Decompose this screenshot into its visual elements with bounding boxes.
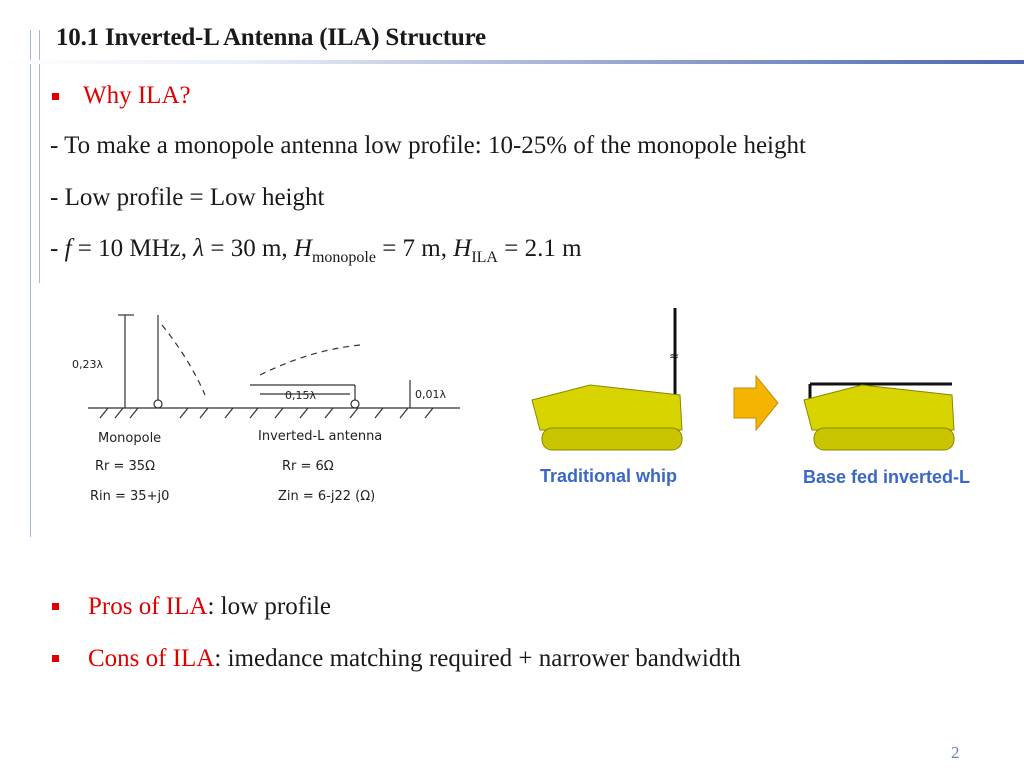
ila-pattern (260, 345, 360, 375)
formula-sub-ila: ILA (471, 249, 498, 266)
sketch-rr-ila: Rr = 6Ω (282, 459, 334, 474)
formula-ila-value: = 2.1 m (497, 235, 582, 262)
formula-line (50, 235, 582, 267)
formula-mono-value: = 7 m, (375, 235, 454, 262)
cons-label: Cons of ILA (88, 645, 215, 672)
inverted-l-vehicle (804, 384, 954, 450)
sketch-ila-height-label: 0,01λ (415, 388, 447, 401)
formula-lambda: λ (193, 235, 205, 262)
page-number: 2 (951, 743, 960, 762)
pros-line (88, 593, 331, 621)
formula-f-value: = 10 MHz, (71, 235, 194, 262)
sketch-ila-label: Inverted-L antenna (258, 429, 383, 444)
monopole-feed (154, 400, 162, 408)
why-ila-heading: Why ILA? (83, 82, 191, 109)
bullet-pros (52, 603, 59, 610)
bullet-why (52, 93, 59, 100)
formula-lambda-value: = 30 m, (204, 235, 294, 262)
formula-sub-monopole: monopole (311, 249, 376, 266)
cons-line (88, 645, 741, 673)
vehicle-figure (520, 300, 990, 500)
sketch-rr-monopole: Rr = 35Ω (95, 459, 156, 474)
cons-text: : imedance matching required + narrower bandwidth (214, 645, 741, 672)
arrow-right-icon (734, 376, 778, 430)
left-accent-line-outer (30, 30, 31, 537)
formula-h-mono: H (293, 235, 312, 262)
ila-feed (351, 400, 359, 408)
ground-hatches (100, 408, 433, 418)
sketch-monopole-label: Monopole (98, 431, 162, 446)
whip-vehicle (532, 308, 682, 450)
sketch-zin-ila: Zin = 6-j22 (Ω) (278, 489, 376, 504)
bullet-cons (52, 655, 59, 662)
formula-f: f (64, 235, 72, 262)
whip-break-icon: ≈ (669, 349, 680, 363)
reason-line-1: - To make a monopole antenna low profile: 10-25% of the monopole height (50, 132, 806, 159)
antenna-sketch (60, 300, 480, 520)
caption-base-fed-inverted-l: Base fed inverted-L (803, 467, 971, 487)
sketch-length-label: 0,15λ (285, 389, 317, 402)
sketch-rin-monopole: Rin = 35+j0 (90, 489, 170, 504)
caption-traditional-whip: Traditional whip (540, 466, 678, 486)
formula-prefix: - (50, 235, 65, 262)
title-underline (0, 60, 1024, 64)
pros-text: : low profile (207, 593, 332, 620)
slide-title: 10.1 Inverted-L Antenna (ILA) Structure (56, 24, 486, 51)
monopole-pattern (162, 325, 205, 395)
pros-label: Pros of ILA (88, 593, 208, 620)
reason-line-2: - Low profile = Low height (50, 184, 325, 211)
sketch-height-label: 0,23λ (72, 358, 104, 371)
left-accent-line-inner (39, 30, 40, 283)
formula-h-ila: H (453, 235, 472, 262)
